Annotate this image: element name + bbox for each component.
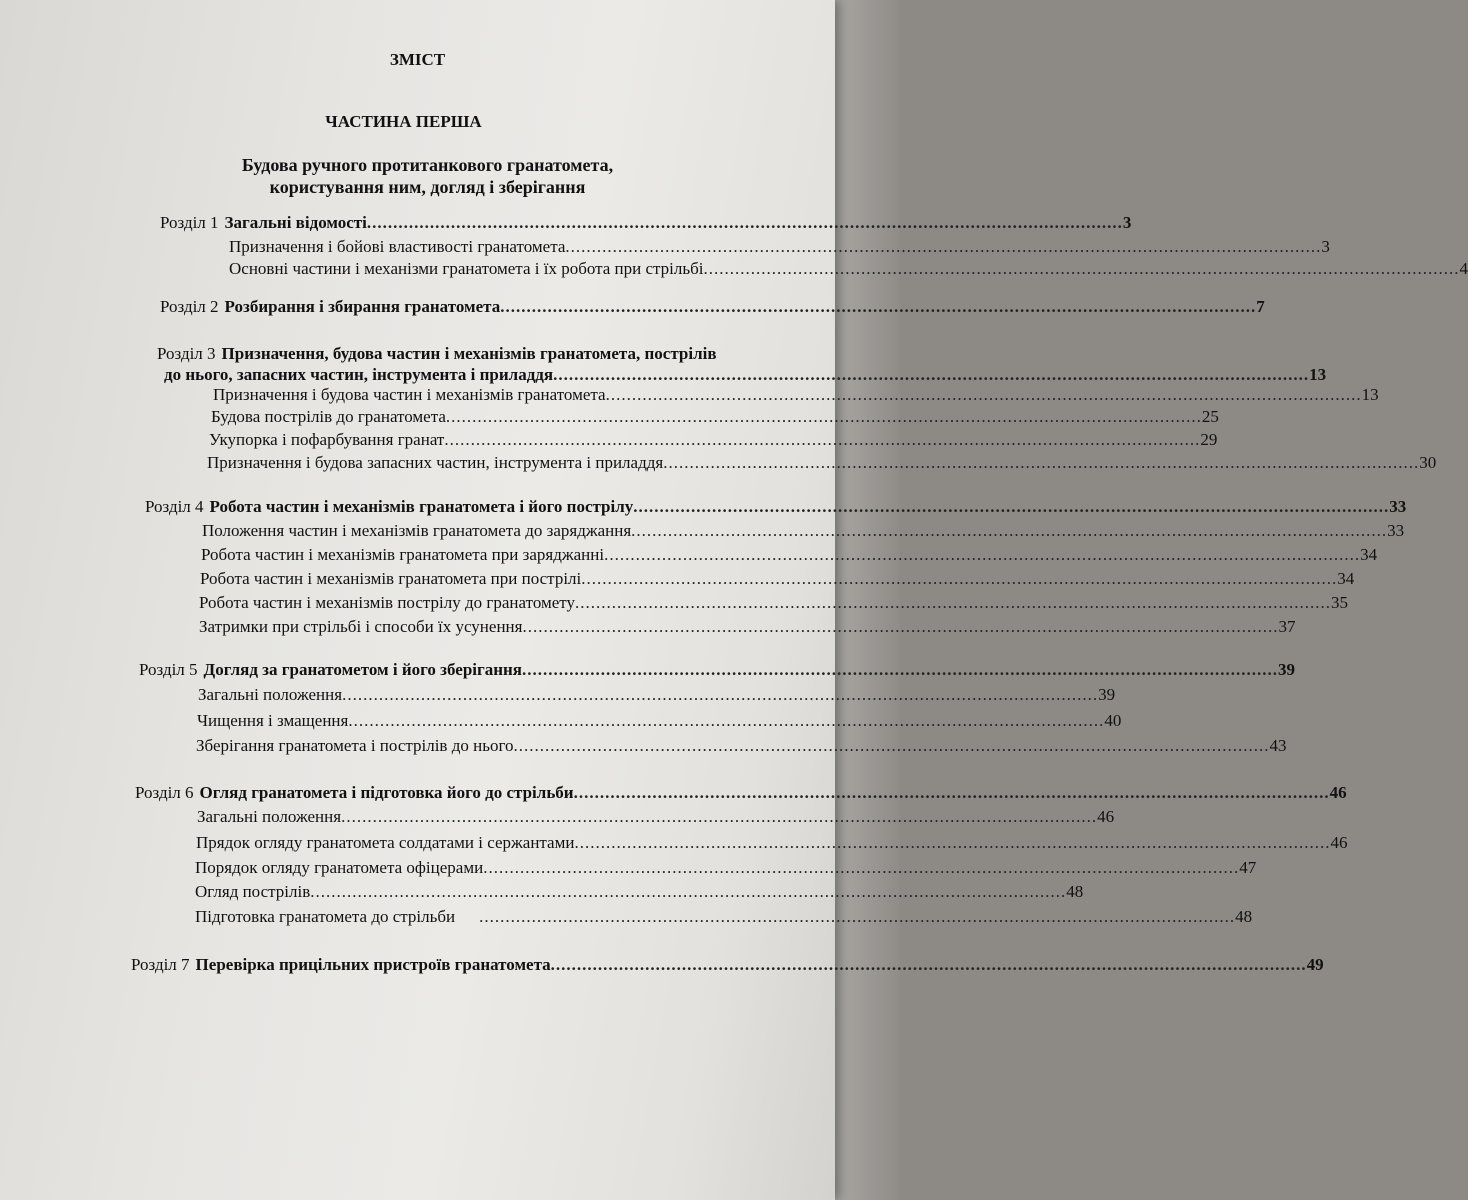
toc-entry-4-5	[199, 616, 1296, 638]
dot-leader: ................................................................................................................................................	[605, 385, 1362, 404]
page-number: 34	[1337, 569, 1355, 588]
page-number: 39	[1098, 685, 1116, 704]
section-number: Розділ 6	[135, 783, 194, 802]
dot-leader: ................................................................................................................................................	[500, 297, 1257, 316]
toc-entry-4-2	[201, 544, 1378, 566]
toc-entry-6-3	[195, 857, 1257, 879]
page-number: 7	[1256, 297, 1265, 316]
entry-title: Призначення і будова частин і механізмів гранатомета	[213, 385, 606, 404]
dot-leader: ................................................................................................................................................	[604, 545, 1361, 564]
toc-entry-5-1	[198, 684, 1116, 706]
section-number: Розділ 1	[160, 213, 219, 232]
toc-entry-3-3	[209, 429, 1218, 451]
entry-title: Затримки при стрільбі і способи їх усунення	[199, 617, 523, 636]
entry-title: Робота частин і механізмів пострілу до гранатомету	[199, 593, 576, 612]
page-number: 48	[1066, 882, 1084, 901]
page-number: 34	[1360, 545, 1378, 564]
toc-entry-1-2	[229, 258, 1468, 280]
page-number: 35	[1331, 593, 1349, 612]
entry-title: Загальні положення	[197, 807, 342, 826]
page-number: 49	[1306, 955, 1324, 974]
page-number: 25	[1201, 407, 1219, 426]
entry-title: Робота частин і механізмів гранатомета при заряджанні	[201, 545, 605, 564]
section-title: Робота частин і механізмів гранатомета і його пострілу	[209, 497, 634, 516]
page-number: 47	[1239, 858, 1257, 877]
dot-leader: ................................................................................................................................................	[703, 259, 1460, 278]
toc-entry-section-7	[131, 954, 1324, 976]
toc-entry-3-4	[207, 452, 1437, 474]
dot-leader: ................................................................................................................................................	[522, 617, 1279, 636]
dot-leader: ................................................................................................................................................	[574, 833, 1331, 852]
toc-entry-4-4	[199, 592, 1349, 614]
dot-leader: ................................................................................................................................................	[573, 783, 1330, 802]
entry-title: Робота частин і механізмів гранатомета при пострілі	[200, 569, 582, 588]
dot-leader: ................................................................................................................................................	[581, 569, 1338, 588]
toc-entry-section-4	[145, 496, 1407, 518]
entry-title: Огляд пострілів	[195, 882, 311, 901]
page-number: 46	[1329, 783, 1347, 802]
toc-entry-section-3-cont	[164, 364, 1327, 386]
dot-leader: ................................................................................................................................................	[366, 213, 1123, 232]
dot-leader: ................................................................................................................................................	[663, 453, 1420, 472]
page-number: 13	[1361, 385, 1379, 404]
page-number: 29	[1200, 430, 1218, 449]
section-number: Розділ 7	[131, 955, 190, 974]
section-number: Розділ 5	[139, 660, 198, 679]
entry-title: Положення частин і механізмів гранатомета до заряджання	[202, 521, 632, 540]
toc-entry-3-2	[211, 406, 1219, 428]
toc-entry-section-2	[160, 296, 1265, 318]
page-number: 13	[1309, 365, 1327, 384]
page-number: 3	[1321, 237, 1330, 256]
page-number: 46	[1097, 807, 1115, 826]
entry-title: Укупорка і пофарбування гранат	[209, 430, 445, 449]
entry-title: Призначення і бойові властивості гранатомета	[229, 237, 566, 256]
section-title-continued: до нього, запасних частин, інструмента і приладдя	[164, 365, 554, 384]
dot-leader: ................................................................................................................................................	[348, 711, 1105, 730]
section-number: Розділ 2	[160, 297, 219, 316]
entry-title: Зберігання гранатомета і пострілів до нього	[196, 736, 514, 755]
dot-leader: ................................................................................................................................................	[565, 237, 1322, 256]
page-number: 39	[1278, 660, 1296, 679]
dot-leader: ................................................................................................................................................	[445, 407, 1202, 426]
dot-leader: ................................................................................................................................................	[310, 882, 1067, 901]
page-number: 40	[1104, 711, 1122, 730]
page-number: 48	[1235, 907, 1253, 926]
subtitle-line-2: користування ним, догляд і зберігання	[269, 177, 586, 197]
toc-entry-1-1	[229, 236, 1330, 258]
page-number: 37	[1278, 617, 1296, 636]
entry-title: Основні частини і механізми гранатомета і їх робота при стрільбі	[229, 259, 704, 278]
page-number: 33	[1387, 521, 1405, 540]
section-title: Перевірка прицільних пристроїв гранатомета	[195, 955, 551, 974]
entry-title: Будова пострілів до гранатомета	[211, 407, 446, 426]
section-title: Огляд гранатомета і підготовка його до стрільби	[199, 783, 574, 802]
toc-entry-4-3	[200, 568, 1355, 590]
page-number: 43	[1269, 736, 1287, 755]
page-number: 3	[1122, 213, 1132, 232]
dot-leader: ................................................................................................................................................	[633, 497, 1390, 516]
dot-leader: ................................................................................................................................................	[513, 736, 1270, 755]
dot-leader: ................................................................................................................................................	[631, 521, 1388, 540]
toc-entry-4-1	[202, 520, 1405, 542]
toc-entry-5-3	[196, 735, 1287, 757]
page-number: 46	[1330, 833, 1348, 852]
page-number: 33	[1389, 497, 1407, 516]
part-title: ЧАСТИНА ПЕРША	[325, 112, 482, 131]
section-title: Розбирання і збирання гранатомета	[224, 297, 501, 316]
toc-entry-section-6	[135, 782, 1347, 804]
toc-entry-section-5	[139, 659, 1296, 681]
entry-title: Призначення і будова запасних частин, інструмента і приладдя	[207, 453, 664, 472]
toc-entry-6-1	[197, 806, 1115, 828]
dot-leader: ................................................................................................................................................	[444, 430, 1201, 449]
dot-leader: ................................................................................................................................................	[483, 858, 1240, 877]
dot-leader: ................................................................................................................................................	[522, 660, 1279, 679]
dot-leader: ................................................................................................................................................	[553, 365, 1310, 384]
toc-entry-3-1	[213, 384, 1379, 406]
dot-leader: ................................................................................................................................................	[341, 807, 1098, 826]
toc-entry-6-5	[195, 906, 1253, 928]
entry-title: Прядок огляду гранатомета солдатами і сержантами	[196, 833, 575, 852]
dot-leader: ................................................................................................................................................	[575, 593, 1332, 612]
section-number: Розділ 3	[157, 344, 216, 363]
dot-leader: ................................................................................................................................................	[479, 907, 1236, 926]
page-number: 30	[1419, 453, 1437, 472]
section-title: Догляд за гранатометом і його зберігання	[203, 660, 523, 679]
toc-entry-section-3	[157, 343, 797, 365]
document-heading: ЗМІСТ	[389, 50, 446, 69]
section-number: Розділ 4	[145, 497, 204, 516]
dot-leader: ................................................................................................................................................	[550, 955, 1307, 974]
toc-entry-5-2	[197, 710, 1122, 732]
entry-title: Чищення і змащення	[197, 711, 349, 730]
dot-leader: ................................................................................................................................................	[342, 685, 1099, 704]
toc-entry-section-1	[160, 212, 1132, 234]
entry-title: Підготовка гранатомета до стрільби	[195, 907, 456, 926]
toc-entry-6-2	[196, 832, 1348, 854]
entry-title: Порядок огляду гранатомета офіцерами	[195, 858, 484, 877]
entry-title: Загальні положення	[198, 685, 343, 704]
page-number: 4	[1459, 259, 1468, 278]
subtitle-line-1: Будова ручного протитанкового гранатомета,	[241, 155, 614, 175]
section-title: Призначення, будова частин і механізмів гранатомета, пострілів	[221, 344, 717, 363]
section-title: Загальні відомості	[224, 213, 367, 232]
toc-entry-6-4	[195, 881, 1084, 903]
